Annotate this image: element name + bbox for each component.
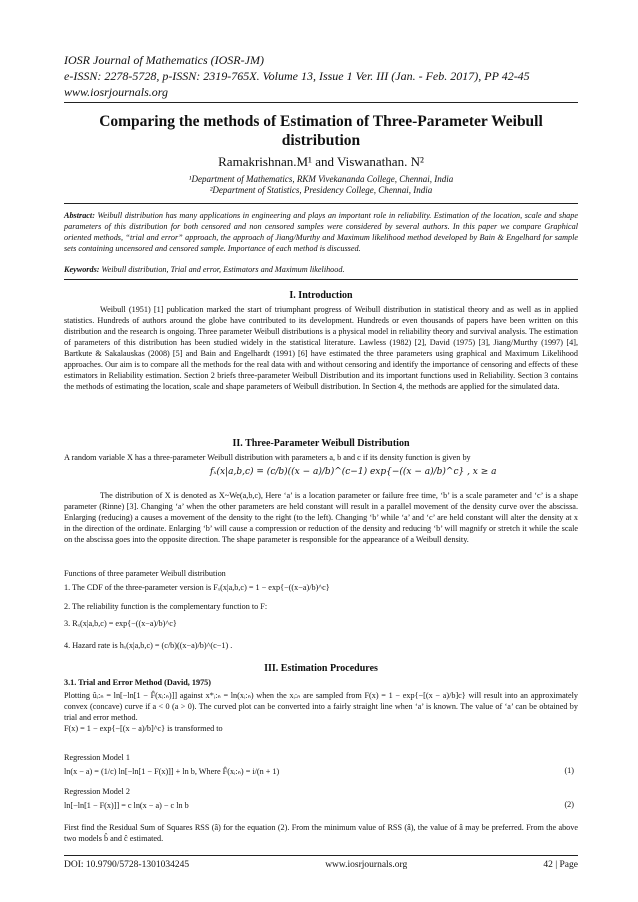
regression-model-1-label: Regression Model 1	[64, 753, 130, 762]
equation-number-2: (2)	[564, 800, 574, 809]
abstract-top-rule	[64, 203, 578, 204]
affiliation-1: ¹Department of Mathematics, RKM Vivekananda College, Chennai, India	[188, 174, 454, 184]
function-item-3: 3. Rₓ(x|a,b,c) = exp{−((x−a)/b)^c}	[64, 619, 177, 628]
regression-model-2-label: Regression Model 2	[64, 787, 130, 796]
function-item-4: 4. Hazard rate is hₓ(x|a,b,c) = (c/b)((x−a)/b)^(c−1) .	[64, 641, 233, 650]
journal-name: IOSR Journal of Mathematics (IOSR-JM)	[64, 53, 264, 67]
authors: Ramakrishnan.M¹ and Viswanathan. N²	[218, 154, 424, 169]
journal-site: www.iosrjournals.org	[64, 85, 169, 99]
affiliation-2: ²Department of Statistics, Presidency College, Chennai, India	[209, 185, 433, 195]
title-line-2: distribution	[281, 132, 361, 149]
pdf-equation: fₓ(x|a,b,c) = (c/b)((x − a)/b)^(c−1) exp{−((x − a)/b)^c} , x ≥ a	[210, 467, 497, 477]
regression-model-1-equation: ln(x − a) = (1/c) ln[−ln[1 − F(x)]] + ln b, Where F̂(xᵢ:ₙ) = i/(n + 1)	[64, 767, 280, 776]
section-2-heading: II. Three-Parameter Weibull Distribution	[232, 438, 410, 449]
footer-page: 42 | Page	[543, 860, 578, 870]
equation-number-1: (1)	[564, 766, 574, 775]
abstract-text: Weibull distribution has many applications in engineering and plays an important role in reliability. Estimation of the location, scale and shape parameters of this distribution for both censored and non censored samples were considered by several authors. In this paper we compare Graphical oriented methods, “trial and error” approach, the approach of Jiang/Murthy and Maximum likelihood method developed by Bain & Engelhard for sample sets containing uncensored and censored sample. Importance of each method is discussed.	[64, 211, 578, 253]
paper-title	[64, 112, 578, 150]
subsection-3-1-heading: 3.1. Trial and Error Method (David, 1975)	[64, 678, 211, 687]
section-3-text-2: F(x) = 1 − exp{−[(x − a)/b]^c} is transformed to	[64, 724, 223, 733]
abstract-bottom-rule	[64, 279, 578, 280]
keywords	[64, 265, 578, 274]
abstract-label: Abstract:	[64, 211, 95, 220]
function-item-2: 2. The reliability function is the complementary function to F:	[64, 602, 268, 611]
section-2-text: The distribution of X is denoted as X~We(a,b,c), Here ‘a’ is a location parameter or failure free time, ‘b’ is a scale parameter and ‘c’ is a shape parameter (Rinne) [3]. Changing ‘a’ when the other parameters are held constant will result in a parallel movement of the density curve over the abscissa. Enlarging (reducing) a causes a movement of the density to the right (to the left). Changing ‘b’ while ‘a’ and ‘c’ are held constant will alter the density at x in the direction of the ordinate. Enlarging ‘b’ will cause a compression or reduction of the density and reducing ‘b’ will magnify or stretch it while the scale on the abscissa goes into the opposite direction. The shape parameter is responsible for the appearance of a Weibull density.	[64, 491, 578, 544]
function-item-1: 1. The CDF of the three-parameter version is Fₓ(x|a,b,c) = 1 − exp{−((x−a)/b)^c}	[64, 583, 330, 592]
journal-header	[64, 52, 578, 100]
page-footer	[64, 860, 578, 870]
title-line-1: Comparing the methods of Estimation of Three-Parameter Weibull	[99, 113, 543, 130]
regression-model-2-equation: ln[−ln[1 − F(x)]] = c ln(x − a) − c ln b	[64, 801, 189, 810]
footer-site: www.iosrjournals.org	[325, 860, 408, 870]
keywords-label: Keywords:	[64, 265, 100, 274]
header-rule	[64, 102, 578, 103]
abstract	[64, 210, 578, 254]
functions-label: Functions of three parameter Weibull distribution	[64, 569, 226, 578]
section-3-text: Plotting ûᵢ:ₙ = ln[−ln[1 − F̂(xᵢ:ₙ)]] against x*ᵢ:ₙ = ln(xᵢ:ₙ) when the xᵢ:ₙ are sampled from F(x) = 1 − exp{−[(x − a)/b]c} will result into an approximately convex (concave) curve if a < 0 (a > 0). The curved plot can be converted into a fairly straight line when ‘a’ is known. The value of ‘a’ can be obtained by trial and error method.	[64, 691, 578, 722]
section-3-heading: III. Estimation Procedures	[264, 663, 378, 674]
footer-doi: DOI: 10.9790/5728-1301034245	[64, 860, 190, 870]
journal-issn: e-ISSN: 2278-5728, p-ISSN: 2319-765X. Volume 13, Issue 1 Ver. III (Jan. - Feb. 2017), PP 42-45	[64, 69, 530, 83]
keywords-text: Weibull distribution, Trial and error, Estimators and Maximum likelihood.	[101, 265, 345, 274]
section-1-text: Weibull (1951) [1] publication marked the start of triumphant progress of Weibull distribution in statistical theory and as well as in applied statistics. Hundreds of authors around the globe have contributed to its development. Hundreds or even thousands of papers have been written on this distribution and the research is ongoing. Three parameter Weibull distributions is a physical model in reliability theory and survival analysis. The estimation of parameters of this distribution has been studied widely in the statistical literature. Lawless (1982) [2], David (1975) [3], Jiang/Murthy (1997) [4], Bartkute & Sakalauskas (2008) [5] and Bain and Engelhardt (1991) [6] have estimated the three parameters using graphical and Maximum Likelihood approaches. Our aim is to compare all the methods for the real data with and without censoring and identify the importance of censoring and effects of these estimators in Reliability estimation. Section 2 briefs three-parameter Weibull Distribution and its important functions used in Reliability. Section 3 contains the methods of estimating the location, scale and shape parameters of Weibull distribution. In Section 4, the methods are applied for the simulated data.	[64, 305, 578, 391]
footer-rule	[64, 855, 578, 856]
section-1-heading: I. Introduction	[289, 290, 353, 301]
section-2-intro: A random variable X has a three-parameter Weibull distribution with parameters a, b and c if its density function is given by	[64, 453, 471, 462]
closing-text: First find the Residual Sum of Squares RSS (â) for the equation (2). From the minimum value of RSS (â), the value of â may be preferred. From the above two models b̂ and ĉ estimated.	[64, 823, 578, 843]
